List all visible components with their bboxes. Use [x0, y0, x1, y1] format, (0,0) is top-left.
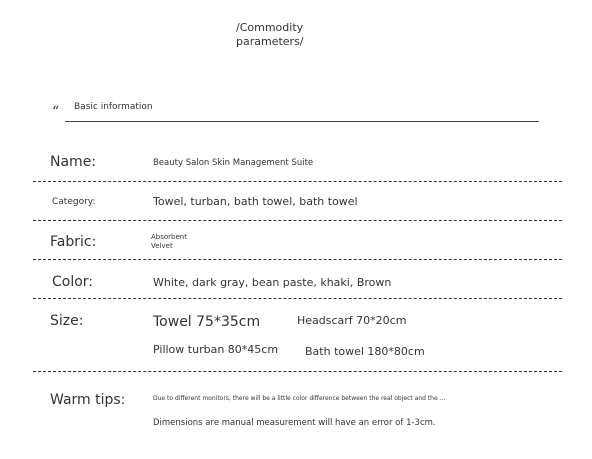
color-label: Color: — [52, 274, 94, 290]
row-divider — [33, 259, 562, 260]
size-bath-towel: Bath towel 180*80cm — [305, 345, 425, 358]
category-label: Category: — [52, 197, 96, 207]
row-divider — [33, 298, 562, 299]
title-line-1: /Commodity — [236, 21, 304, 34]
name-label: Name: — [50, 154, 97, 170]
size-pillow-turban: Pillow turban 80*45cm — [153, 343, 279, 356]
size-towel: Towel 75*35cm — [153, 314, 261, 330]
quote-mark: “ — [52, 104, 60, 120]
warm-tip-1: Due to different monitors, there will be a little color difference between the real object and the ... — [153, 395, 446, 402]
category-value: Towel, turban, bath towel, bath towel — [153, 195, 358, 208]
section-heading: Basic information — [74, 102, 153, 112]
section-divider — [65, 121, 539, 122]
fabric-value — [151, 233, 187, 251]
name-value: Beauty Salon Skin Management Suite — [153, 158, 314, 168]
title-line-2: parameters/ — [236, 35, 304, 48]
size-headscarf: Headscarf 70*20cm — [297, 314, 407, 327]
fabric-label: Fabric: — [50, 234, 97, 250]
row-divider — [33, 371, 562, 372]
size-label: Size: — [50, 313, 84, 329]
fabric-value-line-1: Absorbent — [151, 233, 187, 241]
row-divider — [33, 181, 562, 182]
warm-tips-label: Warm tips: — [50, 392, 126, 408]
fabric-value-line-2: Velvet — [151, 242, 173, 250]
color-value: White, dark gray, bean paste, khaki, Brown — [153, 276, 392, 289]
row-divider — [33, 220, 562, 221]
page-title — [236, 21, 304, 49]
warm-tip-2: Dimensions are manual measurement will have an error of 1-3cm. — [153, 418, 436, 428]
